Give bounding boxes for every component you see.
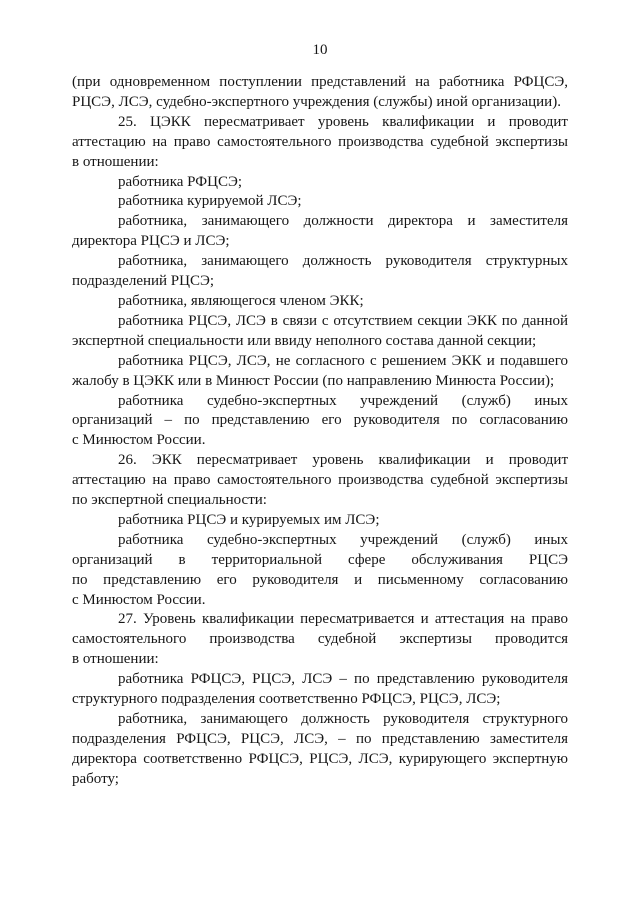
doc-paragraph: работника судебно-экспертных учреждений (служб) иных организаций в территориальной сфере обслуживания РЦСЭ по представлению его руководителя и письменному согласованию с Минюстом России. xyxy=(72,531,568,608)
doc-paragraph: работника, являющегося членом ЭКК; xyxy=(118,292,364,309)
doc-paragraph: работника РЦСЭ и курируемых им ЛСЭ; xyxy=(118,511,380,528)
doc-paragraph: работника, занимающего должности директора и заместителя директора РЦСЭ и ЛСЭ; xyxy=(72,213,568,250)
paragraph-clause-26: 26. ЭКК пересматривает уровень квалификации и проводит аттестацию на право самостоятельного производства судебной экспертизы по экспертной специальности: xyxy=(72,452,568,509)
doc-paragraph: работника, занимающего должность руководителя структурного подразделения РФЦСЭ, РЦСЭ, ЛСЭ, – по представлению заместителя директора соответственно РФЦСЭ, РЦСЭ, ЛСЭ, курирующего экспертную работу; xyxy=(72,711,568,787)
doc-paragraph: работника РФЦСЭ, РЦСЭ, ЛСЭ – по представлению руководителя структурного подразделения соответственно РФЦСЭ, РЦСЭ, ЛСЭ; xyxy=(72,671,568,708)
paragraph-clause-25: 25. ЦЭКК пересматривает уровень квалификации и проводит аттестацию на право самостоятельного производства судебной экспертизы в отношении: xyxy=(72,113,568,170)
doc-paragraph: работника РЦСЭ, ЛСЭ в связи с отсутствием секции ЭКК по данной экспертной специальности или ввиду неполного состава данной секции; xyxy=(72,312,568,349)
page-number: 10 xyxy=(312,42,328,58)
doc-paragraph: работника РЦСЭ, ЛСЭ, не согласного с решением ЭКК и подавшего жалобу в ЦЭКК или в Минюст России (по направлению Минюста России); xyxy=(72,352,568,389)
doc-paragraph: работника судебно-экспертных учреждений (служб) иных организаций – по представлению его руководителя по согласованию с Минюстом России. xyxy=(72,392,568,449)
doc-paragraph: работника, занимающего должность руководителя структурных подразделений РЦСЭ; xyxy=(72,253,568,290)
document-body xyxy=(72,73,568,790)
doc-paragraph: работника РФЦСЭ; xyxy=(118,173,243,190)
doc-paragraph: работника курируемой ЛСЭ; xyxy=(118,193,302,210)
paragraph-continuation: (при одновременном поступлении представлений на работника РФЦСЭ, РЦСЭ, ЛСЭ, судебно-экспертного учреждения (службы) иной организации). xyxy=(72,74,568,110)
paragraph-clause-27: 27. Уровень квалификации пересматривается и аттестация на право самостоятельного производства судебной экспертизы проводится в отношении: xyxy=(72,611,568,668)
